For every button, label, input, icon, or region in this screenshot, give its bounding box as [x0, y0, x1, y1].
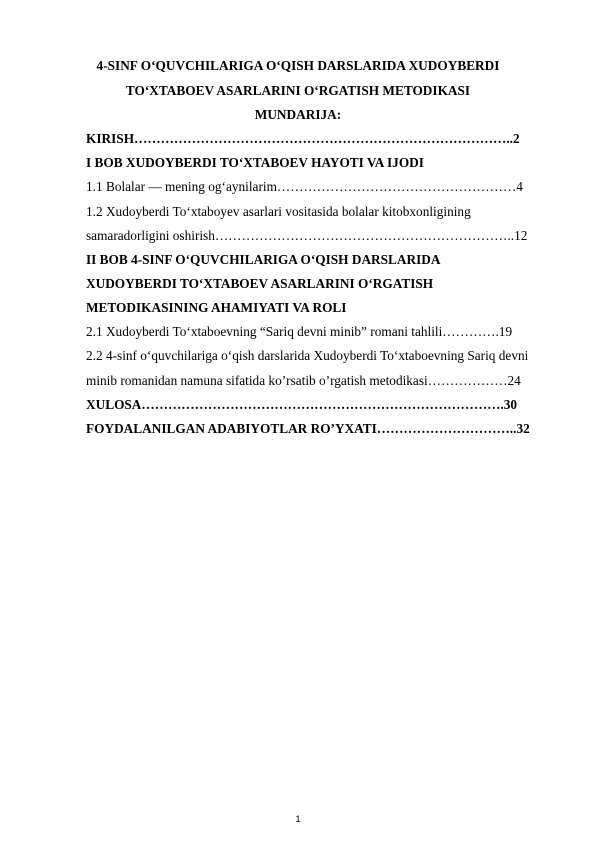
toc-chapter-1-title: I BOB XUDOYBERDI TO‘XTABOEV HAYOTI VA IJODI [86, 155, 424, 170]
document-title-line-2: TO‘XTABOEV ASARLARINI O‘RGATISH METODIKASI [125, 83, 471, 98]
document-title-line-1: 4-SINF O‘QUVCHILARIGA O‘QISH DARSLARIDA XUDOYBERDI [96, 58, 500, 73]
toc-chapter-2-title-line-1: II BOB 4-SINF O‘QUVCHILARIGA O‘QISH DARSLARIDA [86, 252, 441, 267]
toc-entry-1-2-line-1: 1.2 Xudoyberdi To‘xtaboyev asarlari vositasida bolalar kitobxonligining [86, 204, 471, 219]
page-number: 1 [295, 814, 301, 825]
toc-entry-2-1: 2.1 Xudoyberdi To‘xtaboevning “Sariq devni minib” romani tahlili………….19 [86, 324, 513, 339]
toc-chapter-2-title-line-3: METODIKASINING AHAMIYATI VA ROLI [86, 300, 347, 315]
toc-entry-1-1: 1.1 Bolalar — mening og‘aynilarim………………………………………………4 [86, 179, 523, 194]
toc-entry-2-2-line-1: 2.2 4-sinf o‘quvchilariga o‘qish darslarida Xudoyberdi To‘xtaboevning Sariq devni [86, 348, 529, 363]
toc-entry-1-2-line-2: samaradorligini oshirish…………………………………………………………..12 [86, 228, 528, 243]
toc-chapter-2-title-line-2: XUDOYBERDI TO‘XTABOEV ASARLARINI O‘RGATISH [86, 276, 434, 291]
toc-entry-2-2-line-2: minib romanidan namuna sifatida ko’rsatib o’rgatish metodikasi………………24 [86, 373, 521, 388]
toc-entry-introduction: KIRISH…………………………………………………………………………..2 [86, 131, 520, 146]
toc-entry-conclusion: XULOSA……………………………………………………………………….30 [86, 397, 518, 412]
toc-heading: MUNDARIJA: [254, 107, 342, 122]
toc-entry-bibliography: FOYDALANILGAN ADABIYOTLAR RO’YXATI…………………………..32 [86, 421, 530, 436]
